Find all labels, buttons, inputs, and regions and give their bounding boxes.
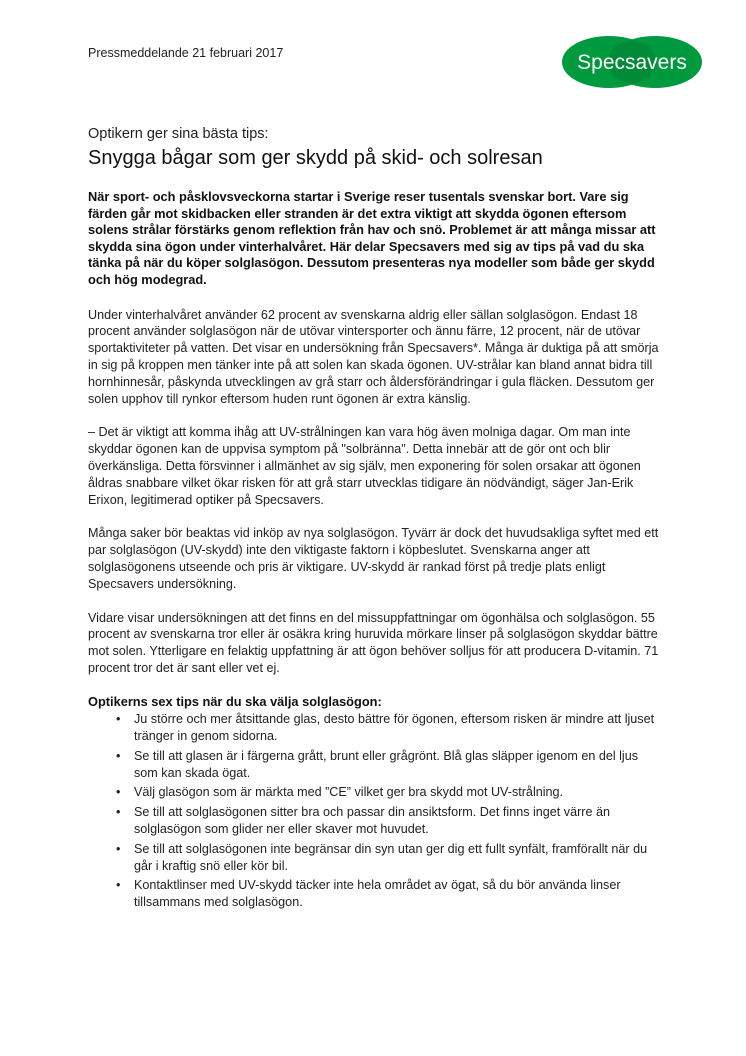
tips-list [88, 711, 660, 911]
tip-text: Se till att solglasögonen sitter bra och passar din ansiktsform. Det finns inget värre än solglasögon som glider ner eller skaver mot huvudet. [134, 805, 611, 837]
article-paragraph: – Det är viktigt att komma ihåg att UV-strålningen kan vara hög även molniga dagar. Om man inte skyddar ögonen kan de uppvisa symptom på "solbränna". Detta innebär att de gör ont och blir överkänsliga. Detta försvinner i allmänhet av sig själv, men exponering för solen orsakar att ögonen åldras snabbare vilket ökar risken för att grå starr utvecklas tidigare än nödvändigt, säger Jan-Erik Erixon, legitimerad optiker på Specsavers. [88, 425, 641, 507]
article-lead: När sport- och påsklovsveckorna startar i Sverige reser tusentals svenskar bort. Vare sig färden går mot skidbacken eller stranden är det extra viktigt att skydda ögonen eftersom solens strålar förstärks genom reflektion från hav och snö. Problemet är att många missar att skydda sina ögon under vinterhalvåret. Här delar Specsavers med sig av tips på vad du ska tänka på när du köper solglasögon. Dessutom presenteras nya modeller som både ger skydd och hög modegrad. [88, 189, 656, 287]
article-paragraph: Under vinterhalvåret använder 62 procent av svenskarna aldrig eller sällan solglasögon. Endast 18 procent använder solglasögon när de utövar vintersporter och ännu färre, 12 procent, när de utövar sportaktiviteter på vatten. Det visar en undersökning från Specsavers*. Många är duktiga på att smörja in sig på kroppen men tänker inte på att solen kan skada ögonen. UV-strålar kan bland annat bidra till hornhinnesår, påskynda utvecklingen av grå starr och åldersförändringar i gula fläcken. Dessutom ger solen upphov till rynkor eftersom huden runt ögonen är extra känslig. [88, 307, 659, 406]
tip-text: Se till att solglasögonen inte begränsar din syn utan ger dig ett fullt synfält, framförallt när du går i kraftig snö eller kör bil. [134, 841, 648, 873]
tip-item [116, 748, 660, 782]
article [88, 125, 660, 914]
bullet-icon: • [116, 878, 121, 893]
bullet-icon: • [116, 712, 121, 727]
article-paragraph: Många saker bör beaktas vid inköp av nya solglasögon. Tyvärr är dock det huvudsakliga syftet med ett par solglasögon (UV-skydd) inte den viktigaste faktorn i köpbeslutet. Svenskarna anger att solglasögonens utseende och pris är viktigare. UV-skydd är rankad först på tredje plats enligt Specsavers undersökning. [88, 526, 659, 591]
article-kicker: Optikern ger sina bästa tips: [88, 126, 269, 142]
tip-item [116, 877, 660, 911]
tip-text: Ju större och mer åtsittande glas, desto bättre för ögonen, eftersom risken är mindre att ljuset tränger in genom sidorna. [134, 712, 655, 744]
tip-text: Välj glasögon som är märkta med ”CE” vilket ger bra skydd mot UV-strålning. [134, 785, 564, 800]
tip-item [116, 804, 660, 838]
logo-text: Specsavers [577, 51, 687, 74]
specsavers-logo-mark [561, 34, 703, 90]
article-headline: Snygga bågar som ger skydd på skid- och solresan [88, 147, 543, 169]
bullet-icon: • [116, 841, 121, 856]
tip-text: Kontaktlinser med UV-skydd täcker inte hela området av ögat, så du bör använda linser tillsammans med solglasögon. [134, 878, 621, 910]
bullet-icon: • [116, 805, 121, 820]
bullet-icon: • [116, 785, 121, 800]
bullet-icon: • [116, 748, 121, 763]
dateline: Pressmeddelande 21 februari 2017 [88, 46, 284, 60]
article-paragraph: Vidare visar undersökningen att det finns en del missuppfattningar om ögonhälsa och solglasögon. 55 procent av svenskarna tror eller är osäkra kring huruvida mörkare linser på solglasögon skyddar bättre mot solen. Ytterligare en felaktig uppfattning är att ögon behöver solljus för att producera D-vitamin. 71 procent tror det är sant eller vet ej. [88, 610, 659, 675]
tip-item [116, 841, 660, 875]
tips-title: Optikerns sex tips när du ska välja solglasögon: [88, 693, 382, 709]
tip-text: Se till att glasen är i färgerna grått, brunt eller grågrönt. Blå glas släpper igenom en del ljus som kan skada ögat. [134, 748, 639, 780]
tip-item [116, 784, 660, 801]
tip-item [116, 711, 660, 745]
specsavers-logo [561, 34, 703, 90]
